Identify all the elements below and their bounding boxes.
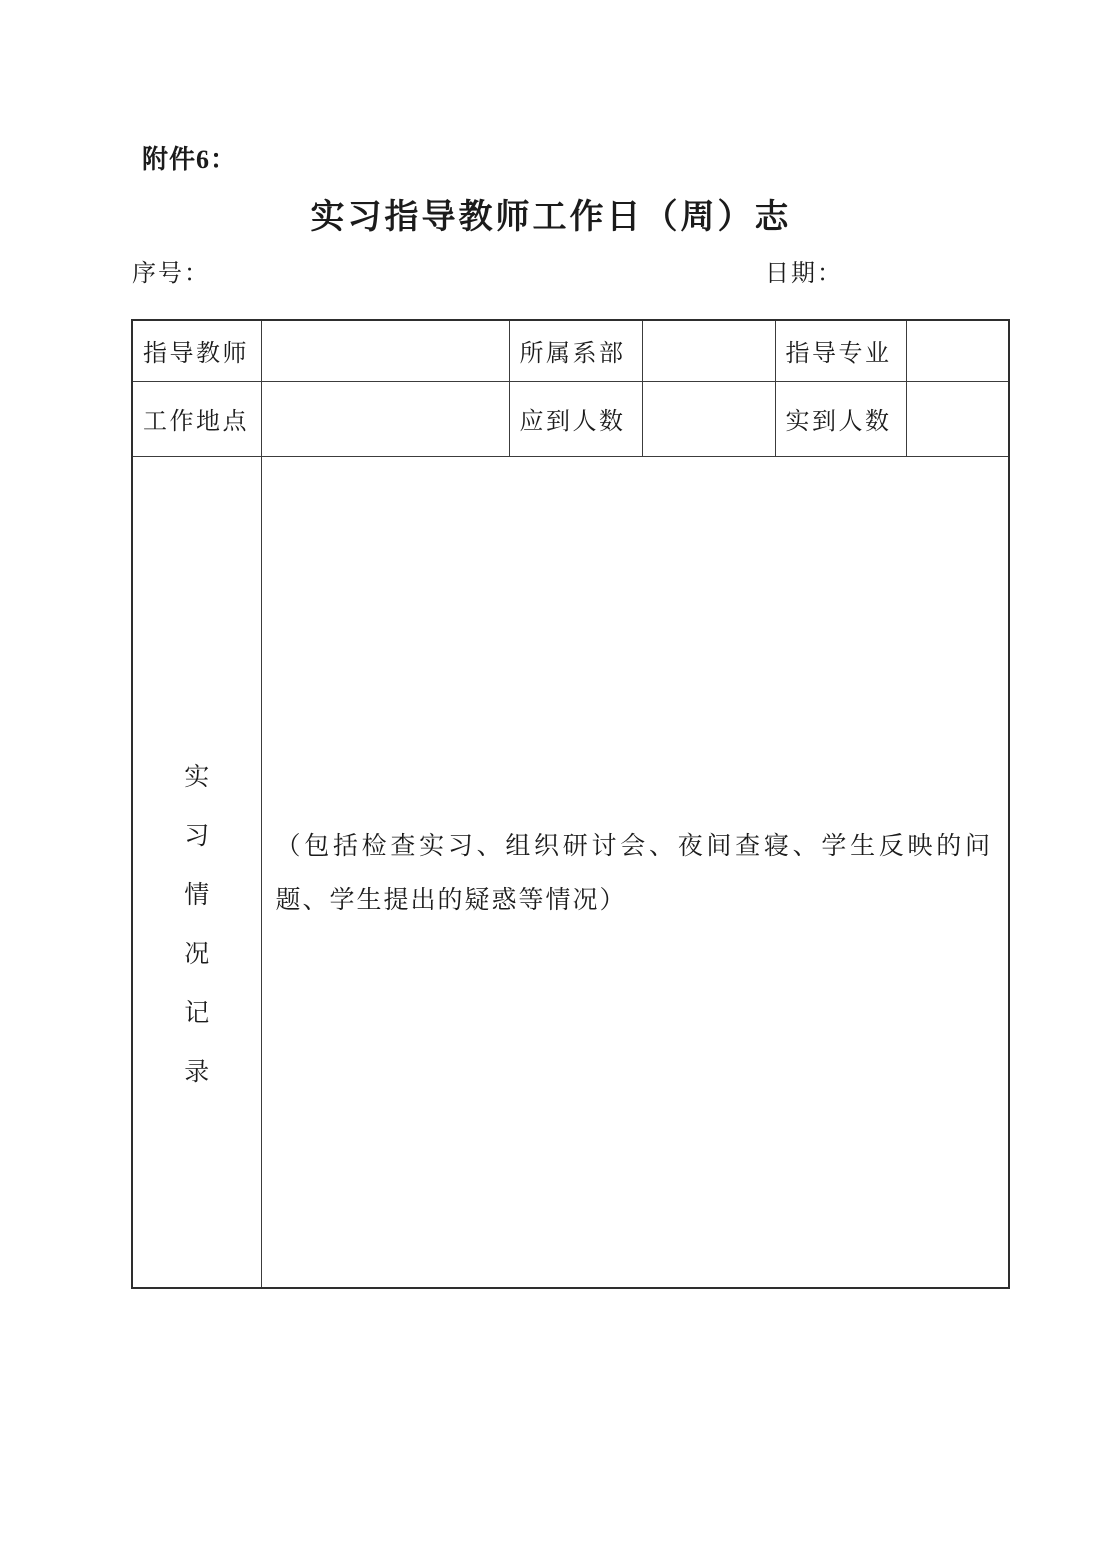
serial-number-label: 序号： [132, 261, 210, 287]
record-label-cell [132, 456, 261, 1288]
expected-count-value-cell[interactable] [642, 381, 775, 456]
record-label-char: 况 [184, 940, 210, 968]
date-label: 日期： [765, 261, 843, 287]
meta-line [0, 257, 1102, 291]
expected-count-label-cell: 应到人数 [509, 381, 642, 456]
table-row-workplace [132, 381, 1009, 456]
workplace-label-cell: 工作地点 [132, 381, 261, 456]
instructor-value-cell[interactable] [261, 320, 509, 381]
record-label-char: 录 [184, 1058, 210, 1086]
page-title: 实习指导教师工作日（周）志 [310, 199, 792, 236]
department-label-cell: 所属系部 [509, 320, 642, 381]
record-hint-text: （包括检查实习、组织研讨会、夜间查寝、学生反映的问题、学生提出的疑惑等情况） [275, 833, 992, 915]
work-log-table [131, 319, 1010, 1289]
table-row-record [132, 456, 1009, 1288]
record-label-char: 情 [184, 881, 210, 909]
record-label-char: 记 [184, 999, 210, 1027]
actual-count-label-cell: 实到人数 [775, 381, 906, 456]
workplace-value-cell[interactable] [261, 381, 509, 456]
table-row-instructor [132, 320, 1009, 381]
actual-count-value-cell[interactable] [906, 381, 1009, 456]
record-content-cell[interactable] [261, 456, 1009, 1288]
instructor-label-cell: 指导教师 [132, 320, 261, 381]
department-value-cell[interactable] [642, 320, 775, 381]
record-label-char: 实 [184, 763, 210, 791]
attachment-label: 附件6： [142, 145, 238, 174]
record-label-char: 习 [184, 822, 210, 850]
major-label-cell: 指导专业 [775, 320, 906, 381]
major-value-cell[interactable] [906, 320, 1009, 381]
